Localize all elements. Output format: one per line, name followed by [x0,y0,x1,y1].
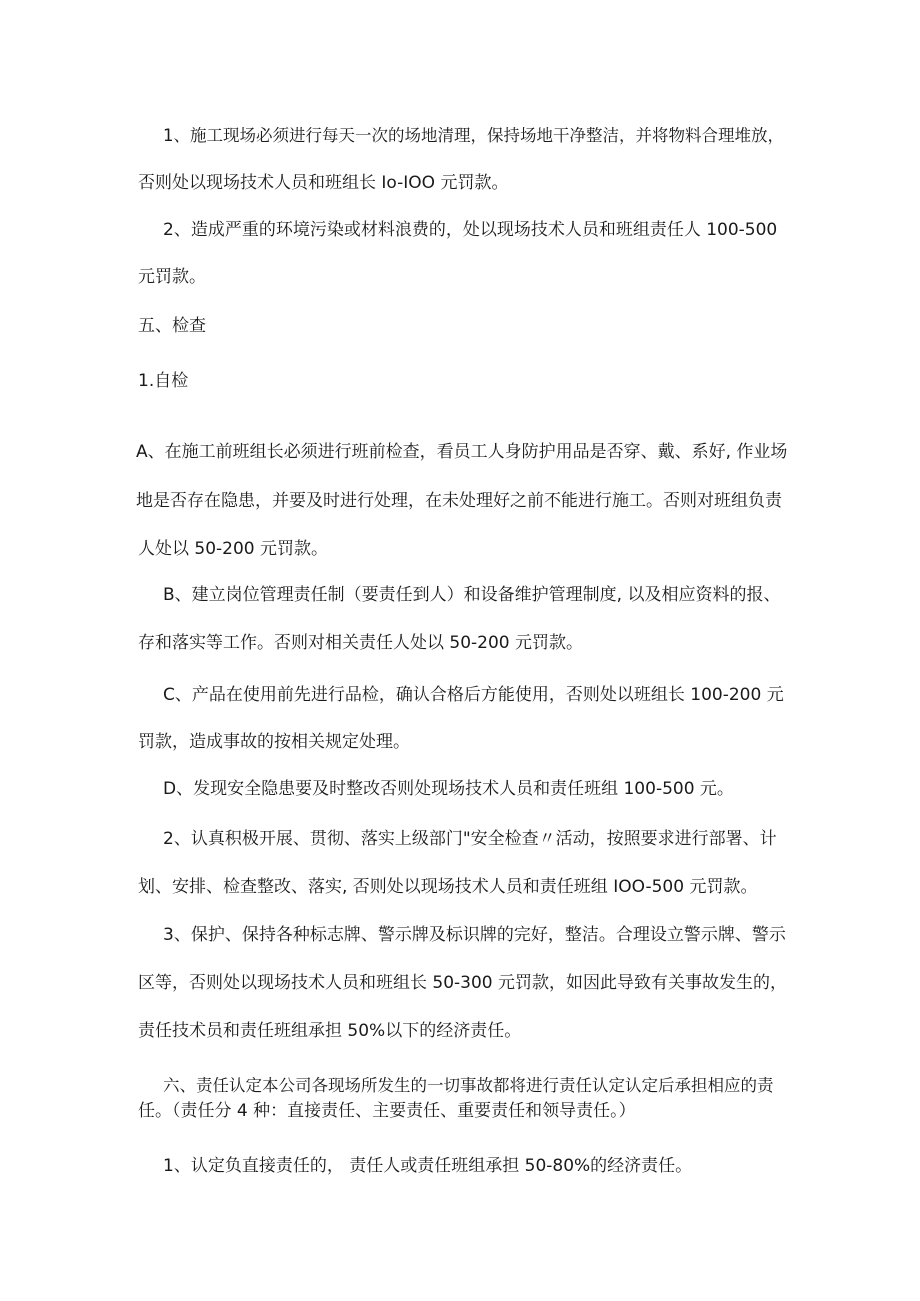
item-d-line-1: D、发现安全隐患要及时整改否则处现场技术人员和责任班组 100-500 元。 [163,779,734,799]
paragraph-2-line-1: 2、造成严重的环境污染或材料浪费的，处以现场技术人员和班组责任人 100-500 [163,220,778,240]
item-c-line-1: C、产品在使用前先进行品检，确认合格后方能使用，否则处以班组长 100-200 元 [163,685,784,705]
paragraph-2-line-2: 元罚款。 [138,267,206,287]
paragraph-3-line-3: 责任技术员和责任班组承担 50%以下的经济责任。 [138,1021,522,1041]
subsection-1-heading: 1.自检 [138,371,189,391]
paragraph-2b-line-1: 2、认真积极开展、贯彻、落实上级部门"安全检查〃活动，按照要求进行部署、计 [163,829,777,849]
paragraph-3-line-1: 3、保护、保持各种标志牌、警示牌及标识牌的完好，整洁。合理设立警示牌、警示 [163,925,786,945]
section-6-line-2: 任。（责任分 4 种：直接责任、主要责任、重要责任和领导责任。） [138,1101,636,1121]
item-b-line-1: B、建立岗位管理责任制（要责任到人）和设备维护管理制度, 以及相应资料的报、 [163,585,781,605]
section-6-item-1: 1、认定负直接责任的， 责任人或责任班组承担 50-80%的经济责任。 [163,1156,693,1176]
paragraph-1-line-1: 1、施工现场必须进行每天一次的场地清理，保持场地干净整洁，并将物料合理堆放， [163,126,784,145]
item-a-line-1: A、在施工前班组长必须进行班前检查，看员工人身防护用品是否穿、戴、系好, 作业场 [136,442,788,462]
item-a-line-3: 人处以 50-200 元罚款。 [138,539,329,559]
item-c-line-2: 罚款，造成事故的按相关规定处理。 [138,732,410,752]
section-5-heading: 五、检查 [138,316,206,336]
item-b-line-2: 存和落实等工作。否则对相关责任人处以 50-200 元罚款。 [138,633,584,653]
item-a-line-2: 地是否存在隐患，并要及时进行处理，在未处理好之前不能进行施工。否则对班组负责 [136,491,782,511]
paragraph-2b-line-2: 划、安排、检查整改、落实, 否则处以现场技术人员和责任班组 IOO-500 元罚款。 [138,877,758,897]
paragraph-3-line-2: 区等，否则处以现场技术人员和班组长 50-300 元罚款，如因此导致有关事故发生的， [138,973,788,993]
paragraph-1-line-2: 否则处以现场技术人员和班组长 Io-IOO 元罚款。 [138,173,509,193]
section-6-line-1: 六、责任认定本公司各现场所发生的一切事故都将进行责任认定认定后承担相应的责 [163,1076,774,1095]
